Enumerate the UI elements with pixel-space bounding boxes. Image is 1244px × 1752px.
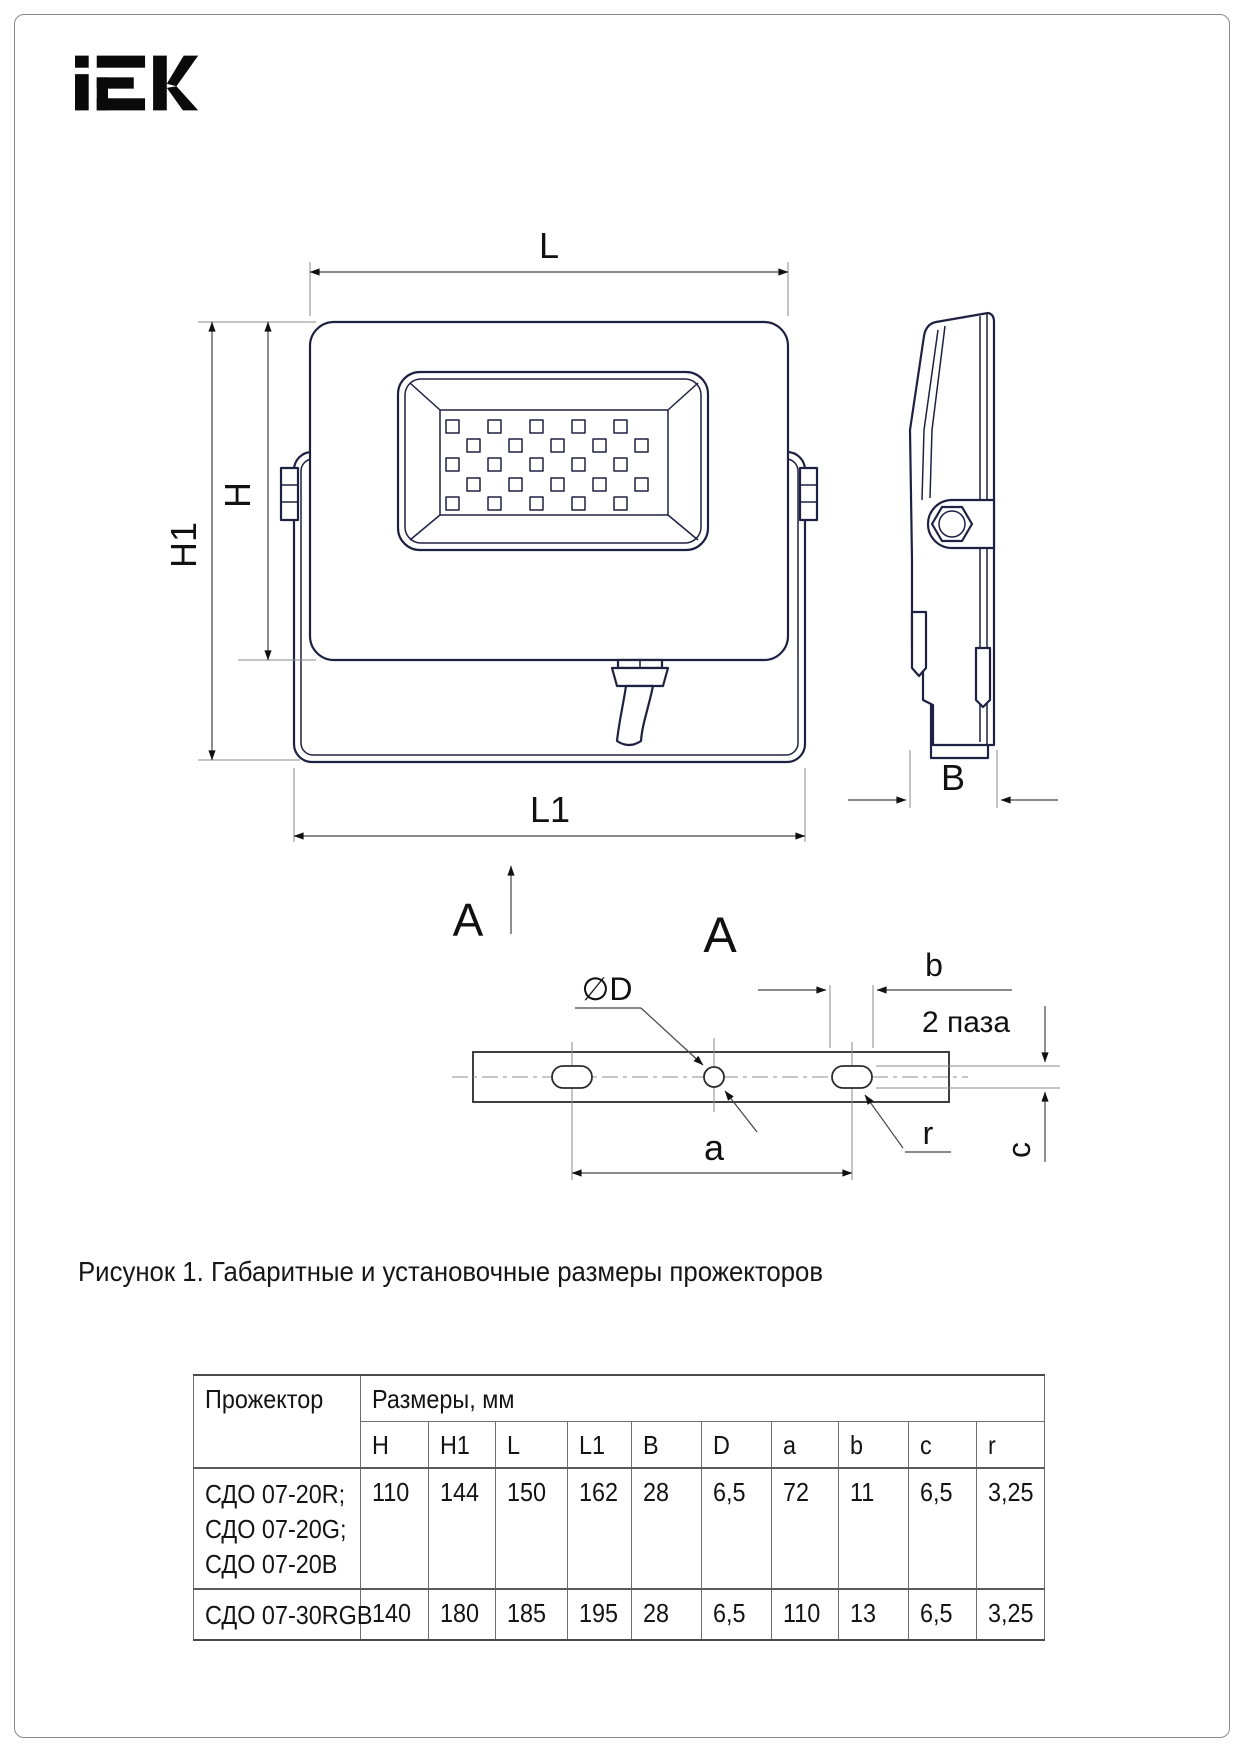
dim-H-label: H bbox=[217, 482, 258, 508]
hinge bbox=[928, 500, 994, 548]
dim-a-label: a bbox=[703, 1127, 725, 1168]
dim-r-label: r bbox=[922, 1115, 934, 1151]
section-a bbox=[452, 866, 1060, 1180]
dimensions-table bbox=[193, 1374, 1045, 1641]
slots-note: 2 паза bbox=[922, 1006, 1011, 1039]
side-tab-right bbox=[976, 648, 990, 707]
center-hole bbox=[704, 1067, 724, 1087]
hex-bolt bbox=[932, 507, 972, 541]
dim-B bbox=[848, 750, 1058, 808]
col-r: r bbox=[977, 1422, 1045, 1469]
front-view bbox=[163, 225, 817, 842]
dim-D-label: ∅D bbox=[581, 971, 633, 1007]
section-title: A bbox=[703, 907, 737, 963]
col-H: H bbox=[361, 1422, 429, 1469]
col-b: b bbox=[839, 1422, 909, 1469]
table-row: СДО 07-20R; СДО 07-20G; СДО 07-20B 110 144 150 162 28 6,5 72 11 6,5 3,25 bbox=[194, 1468, 1045, 1589]
view-direction-label: A bbox=[452, 894, 484, 946]
col-L1: L1 bbox=[568, 1422, 632, 1469]
dim-L1-label: L1 bbox=[529, 789, 571, 830]
side-tab-left bbox=[912, 612, 926, 676]
power-cable bbox=[617, 686, 653, 745]
figure-caption: Рисунок 1. Габаритные и установочные размеры прожекторов bbox=[78, 1256, 824, 1287]
dim-B-label: B bbox=[940, 757, 966, 798]
side-view bbox=[848, 313, 1058, 808]
slot-right bbox=[832, 1066, 872, 1088]
col-D: D bbox=[702, 1422, 772, 1469]
dim-b bbox=[758, 947, 1012, 1048]
dim-r bbox=[865, 1095, 951, 1152]
dim-b-label: b bbox=[925, 947, 943, 983]
view-direction-arrow bbox=[453, 866, 511, 946]
model-cell: СДО 07-20R; СДО 07-20G; СДО 07-20B bbox=[194, 1468, 361, 1589]
col-L: L bbox=[496, 1422, 568, 1469]
table-header-sizes: Размеры, мм bbox=[361, 1375, 1045, 1422]
col-a: a bbox=[772, 1422, 839, 1469]
dim-L bbox=[310, 225, 788, 316]
table-header-projector: Прожектор bbox=[194, 1375, 361, 1468]
col-B: B bbox=[632, 1422, 702, 1469]
slot-left bbox=[552, 1066, 592, 1088]
dim-a bbox=[572, 1127, 852, 1173]
dim-H1-label: H1 bbox=[163, 521, 204, 569]
model-cell: СДО 07-30RGB bbox=[194, 1589, 361, 1640]
dim-c-label: c bbox=[1001, 1142, 1037, 1158]
pivot-knob-left bbox=[281, 468, 298, 520]
cable-gland bbox=[612, 660, 668, 745]
dim-L1 bbox=[294, 768, 805, 842]
table-row: СДО 07-30RGB 140 180 185 195 28 6,5 110 13 6,5 3,25 bbox=[194, 1589, 1045, 1640]
col-c: c bbox=[909, 1422, 977, 1469]
col-H1: H1 bbox=[429, 1422, 496, 1469]
dim-L-label: L bbox=[538, 225, 560, 266]
pivot-knob-right bbox=[800, 468, 817, 520]
